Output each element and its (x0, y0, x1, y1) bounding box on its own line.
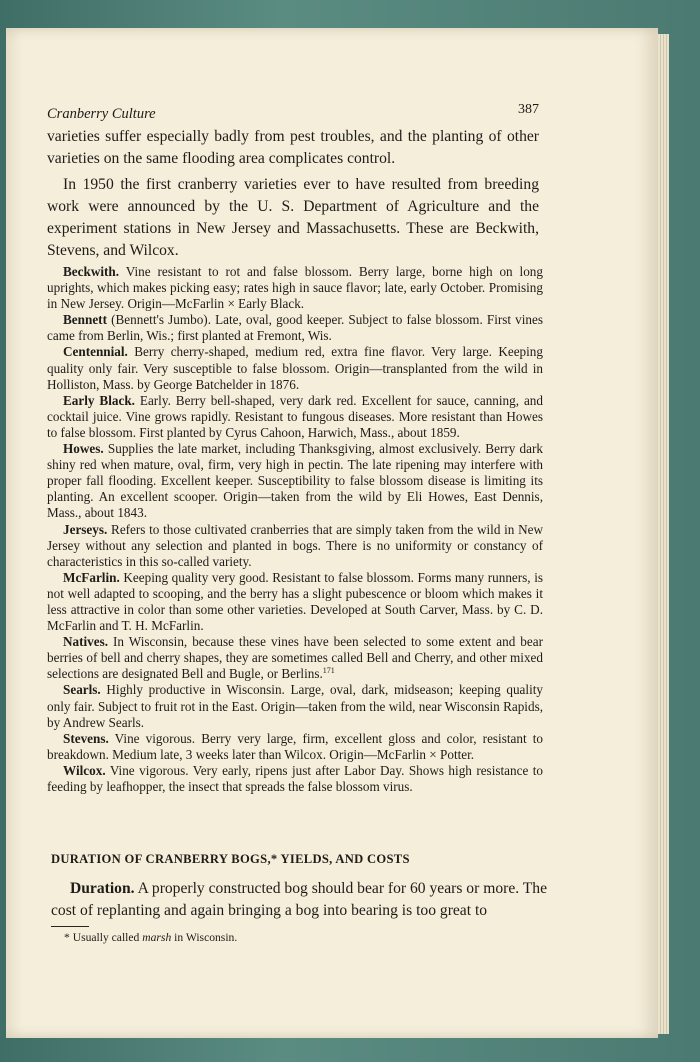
variety-name: Centennial. (63, 344, 128, 360)
footnote (64, 931, 237, 944)
variety-name: Early Black. (63, 392, 135, 408)
section-lead: Duration. (70, 880, 135, 897)
variety-name: Beckwith. (63, 264, 120, 279)
footnote-emphasis: marsh (142, 931, 172, 944)
footnote-before: * Usually called (64, 931, 143, 944)
variety-description: Supplies the late market, including Thanksgiving, almost exclusively. Berry dark shiny red when mature, oval, firm, very high in pectin. The late ripening may interfere with proper fall flooding. Excellent keeper. Susceptibility to false blossom disease is limiting its planting. An excellent scooper. Origin—taken from the wild by Eli Howes, East Dennis, Mass., about 1843. (47, 441, 543, 521)
variety-name: Bennett (63, 312, 107, 328)
section-heading: DURATION OF CRANBERRY BOGS,* YIELDS, AND COSTS (51, 852, 410, 866)
page-number: 387 (518, 102, 539, 117)
variety-description: Vine vigorous. Very early, ripens just after Labor Day. Shows high resistance to feeding by leafhopper, the insect that spreads the false blossom virus. (47, 762, 543, 794)
section-text (51, 878, 547, 922)
citation-superscript: 171 (322, 666, 335, 676)
variety-entry (47, 264, 543, 312)
variety-entry (47, 763, 543, 795)
variety-entry (47, 731, 543, 763)
footnote-rule (51, 926, 89, 927)
variety-name: Wilcox. (63, 762, 106, 778)
section-paragraph (51, 878, 547, 922)
variety-entry (47, 312, 543, 344)
variety-entry (47, 570, 543, 634)
variety-description: Highly productive in Wisconsin. Large, oval, dark, midseason; keeping quality only fair. Subject to fruit rot in the East. Origin—taken from the wild, near Wisconsin Rapids, by Andrew Searls. (47, 682, 543, 730)
running-title: Cranberry Culture (47, 106, 156, 122)
variety-name: Searls. (63, 682, 101, 698)
variety-entry (47, 682, 543, 730)
intro-paragraph-1: varieties suffer especially badly from pest troubles, and the planting of other varieties on the same flooding area complicates control. (47, 128, 539, 167)
intro-text (47, 126, 539, 262)
running-head (47, 102, 539, 124)
variety-entry (47, 634, 543, 682)
variety-name: Stevens. (63, 730, 109, 746)
footnote-after: in Wisconsin. (171, 931, 238, 944)
variety-list (47, 264, 543, 795)
variety-description: (Bennett's Jumbo). Late, oval, good keeper. Subject to false blossom. First vines came from Berlin, Wis.; first planted at Fremont, Wis. (47, 312, 543, 344)
variety-name: Howes. (63, 441, 104, 457)
variety-entry (47, 441, 543, 521)
variety-entry (47, 393, 543, 441)
variety-name: Jerseys. (63, 521, 108, 537)
variety-name: McFarlin. (63, 569, 120, 585)
variety-description: Vine resistant to rot and false blossom. Berry large, borne high on long uprights, which makes picking easy; rates high in sauce flavor; late, early October. Promising in New Jersey. Origin—McFarlin × Early Black. (47, 264, 543, 312)
variety-description: Berry cherry-shaped, medium red, extra fine flavor. Very large. Keeping quality only fair. Very susceptible to false blossom. Origin—transplanted from the wild in Holliston, Mass. by George Batchelder in 1876. (47, 344, 543, 392)
variety-description: Vine vigorous. Berry very large, firm, excellent gloss and color, resistant to breakdown. Medium late, 3 weeks later than Wilcox. Origin—McFarlin × Potter. (47, 730, 543, 762)
section-body: A properly constructed bog should bear for 60 years or more. The cost of replanting and again bringing a bog into bearing is too great to (51, 880, 547, 919)
variety-entry (47, 522, 543, 570)
variety-description: Refers to those cultivated cranberries that are simply taken from the wild in New Jersey without any selection and planted in bogs. There is no uniformity or constancy of characteristics in this so-called variety. (47, 521, 543, 569)
variety-name: Natives. (63, 634, 109, 650)
variety-entry (47, 344, 543, 392)
variety-description: Keeping quality very good. Resistant to false blossom. Forms many runners, is not well adapted to scooping, and the berry has a slight pubescence or bloom which makes it less attractive in color than some other varieties. Developed at South Carver, Mass. by C. D. McFarlin and T. H. McFarlin. (47, 569, 543, 634)
variety-description: Early. Berry bell-shaped, very dark red. Excellent for sauce, canning, and cocktail juice. Vine grows rapidly. Resistant to fungous diseases. More resistant than Howes to false blossom. First planted by Cyrus Cahoon, Harwich, Mass., about 1859. (47, 392, 543, 440)
variety-description: In Wisconsin, because these vines have been selected to some extent and bear berries of bell and cherry shapes, they are sometimes called Bell and Cherry, and other mixed selections are designated Bell and Bugle, or Berlins. (47, 634, 543, 682)
intro-paragraph-2: In 1950 the first cranberry varieties ever to have resulted from breeding work were announced by the U. S. Department of Agriculture and the experiment stations in New Jersey and Massachusetts. These are Beckwith, Stevens, and Wilcox. (47, 176, 539, 259)
